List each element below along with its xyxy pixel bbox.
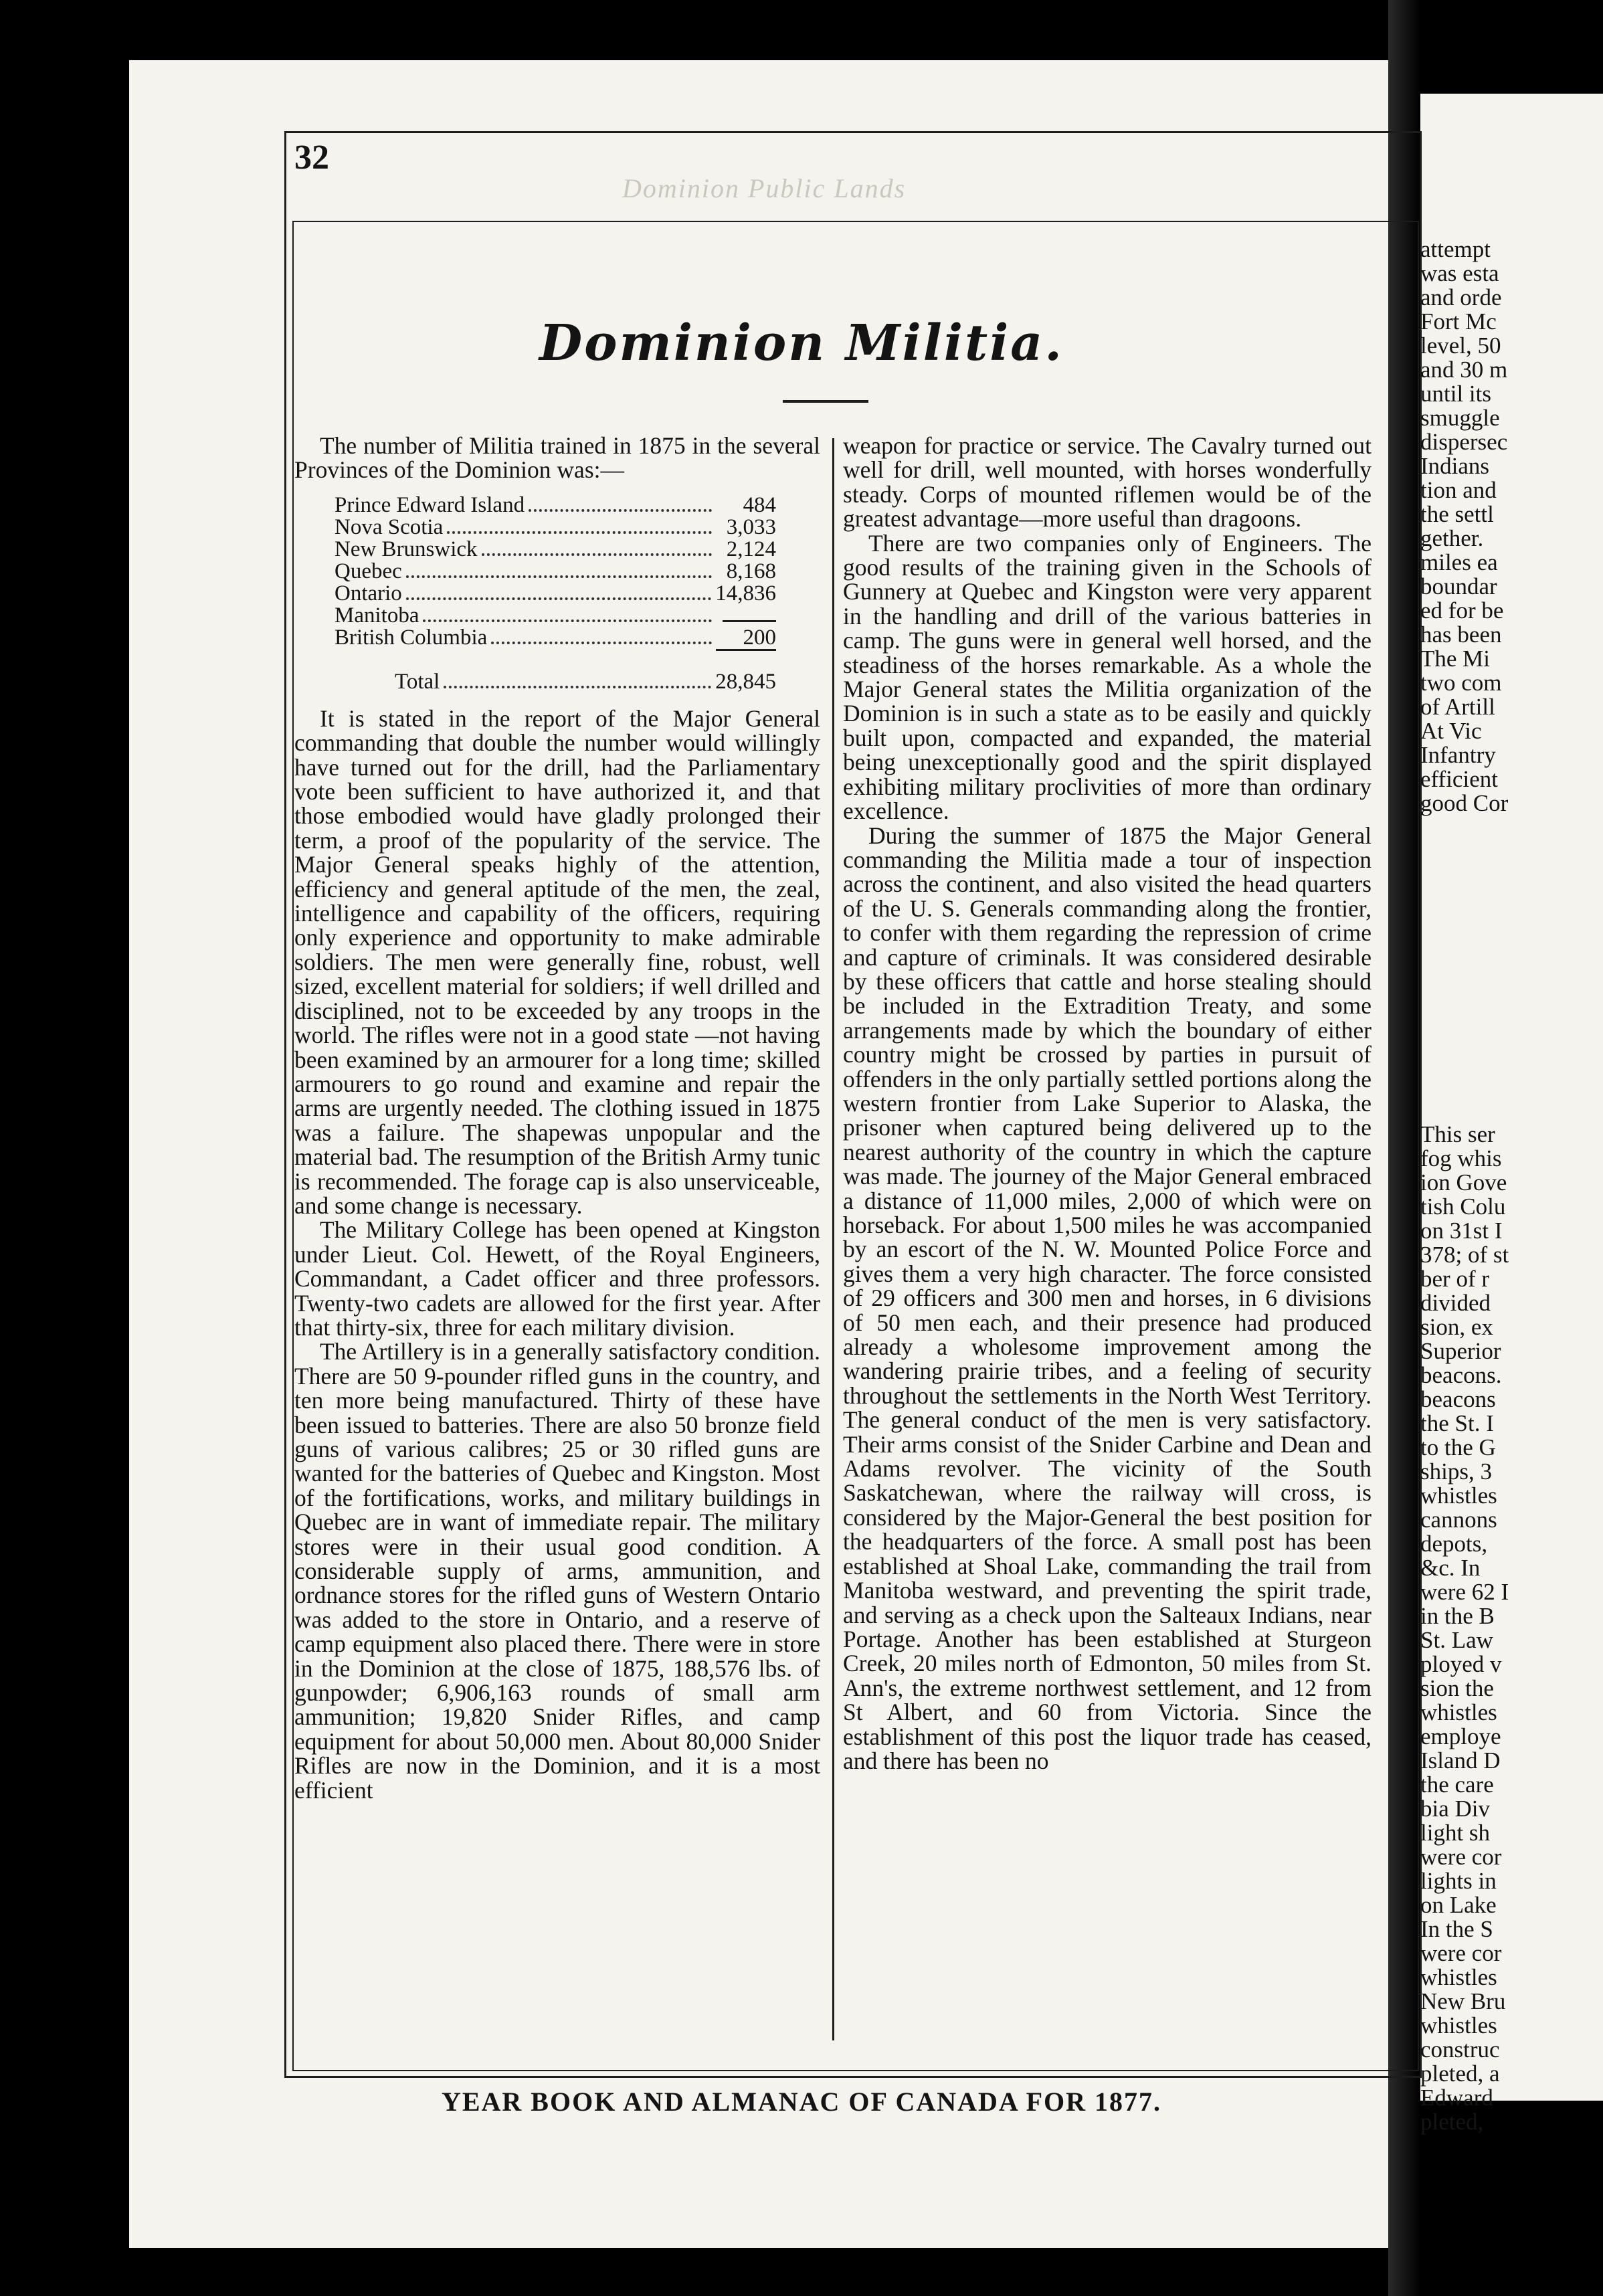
facing-page-line: ployed v [1420,1651,1502,1677]
facing-page-line: At Vic [1420,718,1482,744]
facing-page-line: ed for be [1420,597,1504,624]
facing-page-line: were cor [1420,1844,1502,1870]
facing-page-line: The Mi [1420,646,1491,672]
facing-page-line: gether. [1420,525,1484,551]
paragraph: There are two companies only of Engineers. The good results of the training given in the Schools of Gunnery at Quebec and Kingston were very apparent in the handling and drill of the various batteries in camp. The guns were in general well horsed, and the steadiness of the horses remarkable. As a whole the Major General states the Militia organization of the Dominion is in such a state as to be easily and quickly built upon, compacted and expanded, the material being unexceptionally good and the spirit displayed exhibiting military proclivities of more than ordinary excellence. [843,529,1372,825]
facing-page-line: pleted, a [1420,2061,1500,2087]
page-number: 32 [294,138,329,177]
total-value: 28,845 [715,669,776,694]
column-divider [832,438,834,2040]
facing-page-line: construc [1420,2036,1500,2063]
facing-page-line: Edward [1420,2085,1493,2111]
facing-page-line: divided [1420,1290,1491,1316]
show-through-running-head: Dominion Public Lands [622,173,907,203]
facing-page-text-upper [1420,237,1603,816]
article-title: Dominion Militia. [539,314,1064,372]
facing-page-line: on 31st I [1420,1218,1503,1244]
facing-page-line: bia Div [1420,1796,1491,1822]
facing-page-line: New Bru [1420,1988,1506,2014]
page-footer: YEAR BOOK AND ALMANAC OF CANADA FOR 1877. [441,2087,1162,2117]
militia-count: 2,124 [726,537,776,561]
militia-count: 8,168 [726,559,776,583]
facing-page-line: depots, [1420,1531,1488,1557]
paragraph: The Military College has been opened at Kingston under Lieut. Col. Hewett, of the Royal Engineers, Commandant, a Cadet officer and three professors. Twenty-two cadets are allowed for the first year. After that thirty-six, three for each military division. [294,1216,820,1341]
facing-page-line: lights in [1420,1868,1497,1894]
militia-count: 3,033 [726,514,776,539]
facing-page-line: Island D [1420,1747,1501,1774]
militia-count: 484 [743,492,776,517]
paragraph: The Artillery is in a generally satisfactory condition. There are 50 9-pounder rifled guns in the country, and ten more being manufactured. Thirty of these have been issued to batteries. There are also 50 bronze field guns of various calibres; 25 or 30 rifled guns are wanted for the batteries of Quebec and Kingston. Most of the fortifications, works, and military buildings in Quebec are in want of immediate repair. The military stores were in their usual good condition. A considerable supply of arms, ammunition, and ordnance stores for the rifled guns of Western Ontario was added to the store in Ontario, and a reserve of camp equipment also placed there. There were in store in the Dominion at the close of 1875, 188,576 lbs. of gunpowder; 6,906,163 rounds of small arm ammunition; 19,820 Snider Rifles, and camp equipment for about 50,000 men. About 80,000 Snider Rifles are now in the Dominion, and it is a most efficient [294,1338,820,1804]
province-name: Manitoba [335,603,419,628]
province-name: Prince Edward Island [335,492,525,517]
total-row [335,671,776,693]
facing-page-line: and 30 m [1420,357,1508,383]
facing-page-line: Fort Mc [1420,308,1497,334]
facing-page-line: whistles [1420,1964,1497,1990]
facing-page-line: whistles [1420,2012,1497,2038]
facing-page-line: until its [1420,381,1491,407]
facing-page-line: boundar [1420,573,1497,599]
province-name: New Brunswick [335,537,478,561]
facing-page-line: level, 50 [1420,332,1501,359]
table-row [335,516,776,539]
militia-count: 14,836 [715,581,776,605]
facing-page-line: the St. I [1420,1410,1494,1436]
facing-page-line: in the B [1420,1603,1495,1629]
facing-page-line: In the S [1420,1916,1493,1942]
paragraph: weapon for practice or service. The Cavalry turned out well for drill, well mounted, with horses wonderfully steady. Corps of mounted riflemen would be of the greatest advantage—more useful than dragoons. [843,432,1372,533]
facing-page-line: employe [1420,1723,1501,1749]
militia-count [723,620,776,622]
title-rule [783,400,868,403]
facing-page-line: sion, ex [1420,1314,1493,1340]
facing-page-line: 378; of st [1420,1242,1509,1268]
facing-page-line: tish Colu [1420,1193,1506,1220]
facing-page-line: were 62 I [1420,1579,1509,1605]
facing-page-line: of Artill [1420,694,1495,720]
facing-page-line: and orde [1420,284,1502,310]
facing-page-line: attempt [1420,236,1491,262]
facing-page-line: sion the [1420,1675,1494,1701]
table-row [335,561,776,583]
facing-page-line: Infantry [1420,742,1496,768]
province-name: Ontario [335,581,402,605]
facing-page-line: miles ea [1420,549,1498,575]
paragraph: During the summer of 1875 the Major General commanding the Militia made a tour of inspection across the continent, and also visited the head quarters of the U. S. Generals commanding along the frontier, to confer with them regarding the repression of crime and capture of criminals. It was considered desirable by these officers that cattle and horse stealing should be included in the Extradition Treaty, and some arrangements made by which the boundary of either country might be crossed by parties in pursuit of offenders in the only partially settled portions along the western frontier from Lake Superior to Alaska, the prisoner when captured being delivered up to the nearest authority of the country in which the capture was made. The journey of the Major General embraced a distance of 11,000 miles, 2,000 of which were on horseback. For about 1,500 miles he was accompanied by an escort of the N. W. Mounted Police Force and gives them a very high character. The force consisted of 29 officers and 300 men and horses, in 6 divisions of 50 men each, and their presence had produced already a wholesome improvement among the wandering prairie tribes, and a feeling of security throughout the settlements in the North West Territory. The general conduct of the men is very satisfactory. Their arms consist of the Snider Carbine and Dean and Adams revolver. The vicinity of the South Saskatchewan, where the railway will cross, is considered by the Major-General the best position for the headquarters of the force. A small post has been established at Shoal Lake, commanding the trail from Manitoba westward, and preventing the spirit trade, and serving as a check upon the Salteaux Indians, near Portage. Another has been established at Sturgeon Creek, 20 miles north of Edmonton, 50 miles from St. Ann's, the extreme northwest settlement, and 12 from St Albert, and 60 from Victoria. Since the establishment of this post the liquor trade has ceased, and there has been no [843,822,1372,1774]
facing-page-line: the care [1420,1772,1494,1798]
facing-page-line: smuggle [1420,405,1500,431]
facing-page-line: has been [1420,621,1502,648]
facing-page-line: &c. In [1420,1555,1481,1581]
facing-page-line: cannons [1420,1507,1497,1533]
table-row [335,494,776,516]
paragraph: It is stated in the report of the Major General commanding that double the number would willingly have turned out for the drill, had the Parliamentary vote been sufficient to have authorized it, and that those embodied would have gladly prolonged their term, a proof of the popularity of the service. The Major General speaks highly of the attention, efficiency and general aptitude of the men, the zeal, intelligence and capability of the officers, requiring only experience and opportunity to make admirable soldiers. The men were generally fine, robust, well sized, excellent material for soldiers; if well drilled and disciplined, not to be exceeded by any troops in the world. The rifles were not in a good state —not having been examined by an armourer for a long time; skilled armourers to go round and examine and repair the arms are urgently needed. The clothing issued in 1875 was a failure. The shapewas unpopular and the material bad. The resumption of the British Army tunic is recommended. The forage cap is also unserviceable, and some change is necessary. [294,704,820,1219]
table-row [335,605,776,627]
table-row [335,539,776,561]
facing-page-line: St. Law [1420,1627,1493,1653]
province-name: British Columbia [335,625,488,650]
facing-page-text-lower [1420,1123,1603,2134]
province-name: Nova Scotia [335,514,444,539]
facing-page-line: were cor [1420,1940,1502,1966]
facing-page-line: tion and [1420,477,1497,503]
facing-page-line: good Cor [1420,790,1509,816]
facing-page-line: pleted, [1420,2109,1484,2135]
facing-page-line: Superior [1420,1338,1501,1364]
facing-page-line: was esta [1420,260,1499,286]
facing-page-line: efficient [1420,766,1498,792]
facing-page-line: to the G [1420,1434,1496,1460]
facing-page-line: beacons. [1420,1362,1502,1388]
intro-paragraph: The number of Militia trained in 1875 in the several Provinces of the Dominion was:— [294,432,820,484]
table-row [335,627,776,651]
militia-table [335,494,776,693]
facing-page-line: whistles [1420,1482,1497,1509]
right-column [843,434,1372,1773]
facing-page-line: Indians [1420,453,1490,479]
facing-page-line: ships, 3 [1420,1458,1492,1485]
facing-page-line: whistles [1420,1699,1497,1725]
facing-page-line: fog whis [1420,1145,1502,1171]
facing-page-line: dispersec [1420,429,1508,455]
militia-count: 200 [716,627,776,651]
facing-page-line: ber of r [1420,1266,1490,1292]
facing-page-line: two com [1420,670,1502,696]
facing-page-line: beacons [1420,1386,1496,1412]
left-column [294,434,820,1802]
total-label: Total [395,669,440,694]
facing-page-line: the settl [1420,501,1494,527]
facing-page-line: light sh [1420,1820,1491,1846]
province-name: Quebec [335,559,402,583]
table-row [335,583,776,605]
facing-page-line: This ser [1420,1121,1495,1147]
facing-page-line: ion Gove [1420,1169,1507,1195]
facing-page-line: on Lake [1420,1892,1497,1918]
